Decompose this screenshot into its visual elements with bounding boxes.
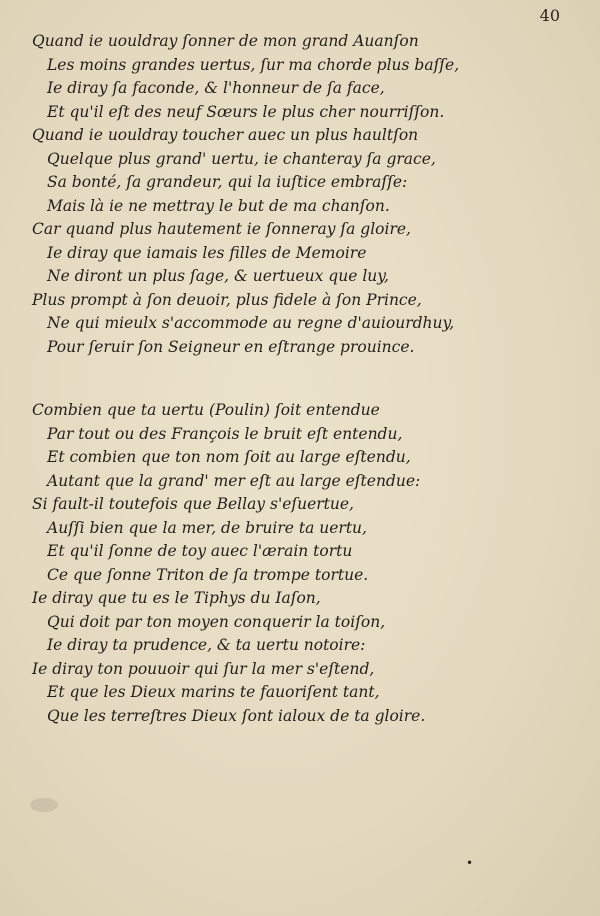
verse-line: Mais là ie ne mettray le but de ma chanſon. [47,196,390,215]
verse-line: Ie diray ſa faconde, & l'honneur de ſa face, [47,79,385,97]
verse-line: Ie diray ta prudence, & ta uertu notoire: [47,636,366,654]
verse-line: Et qu'il ſonne de toy auec l'ærain tortu [47,542,353,560]
verse-line: Ie diray que iamais les filles de Memoire [47,243,367,262]
verse-line: Ne diront un plus ſage, & uertueux que luy, [47,267,389,285]
stanza [32,399,562,728]
verse-line: Sa bonté, ſa grandeur, qui la iuſtice embraſſe: [47,173,408,191]
verse-line: Par tout ou des François le bruit eſt entendu, [47,424,403,443]
verse-line: Ne qui mieulx s'accommode au regne d'auiourdhuy, [47,314,455,332]
verse-line: Pour ſeruir ſon Seigneur en eſtrange prouince. [47,337,415,356]
verse-line: Si fault-il toutefois que Bellay s'eſuertue, [32,495,354,513]
verse-line: Ie diray que tu es le Tiphys du Iaſon, [32,589,321,607]
verse-line: Car quand plus hautement ie ſonneray ſa gloire, [32,220,411,238]
verse-line: Auſſi bien que la mer, de bruire ta uertu, [47,518,367,537]
verse-line: Quand ie uouldray ſonner de mon grand Auanſon [32,32,419,50]
ornament-mark: • [466,856,474,870]
stanza-gap [32,359,562,399]
verse-line: Plus prompt à ſon deuoir, plus fidele à ſon Prince, [32,290,422,309]
verse-line: Autant que la grand' mer eſt au large eſtendue: [47,471,421,490]
verse-line: Quelque plus grand' uertu, ie chanteray ſa grace, [47,149,436,168]
verse-line: Et qu'il eſt des neuf Sœurs le plus cher nourriſſon. [47,102,445,121]
verse-line: Combien que ta uertu (Poulin) ſoit entendue [32,401,380,419]
verse-line: Que les terreſtres Dieux ſont ialoux de ta gloire. [47,706,426,725]
verse-line: Et combien que ton nom ſoit au large eſtendu, [47,448,411,466]
poem-text [32,30,562,728]
ink-smudge [30,798,58,812]
page-number: 40 [539,6,560,25]
verse-line: Qui doit par ton moyen conquerir la toiſon, [47,612,386,631]
verse-line: Ce que ſonne Triton de ſa trompe tortue. [47,565,369,584]
verse-line: Et que les Dieux marins te fauoriſent tant, [47,683,380,701]
stanza [32,30,562,359]
verse-line: Les moins grandes uertus, ſur ma chorde plus baſſe, [47,55,460,74]
verse-line: Quand ie uouldray toucher auec un plus haultſon [32,126,419,144]
verse-line: Ie diray ton pouuoir qui ſur la mer s'eſtend, [32,659,375,678]
